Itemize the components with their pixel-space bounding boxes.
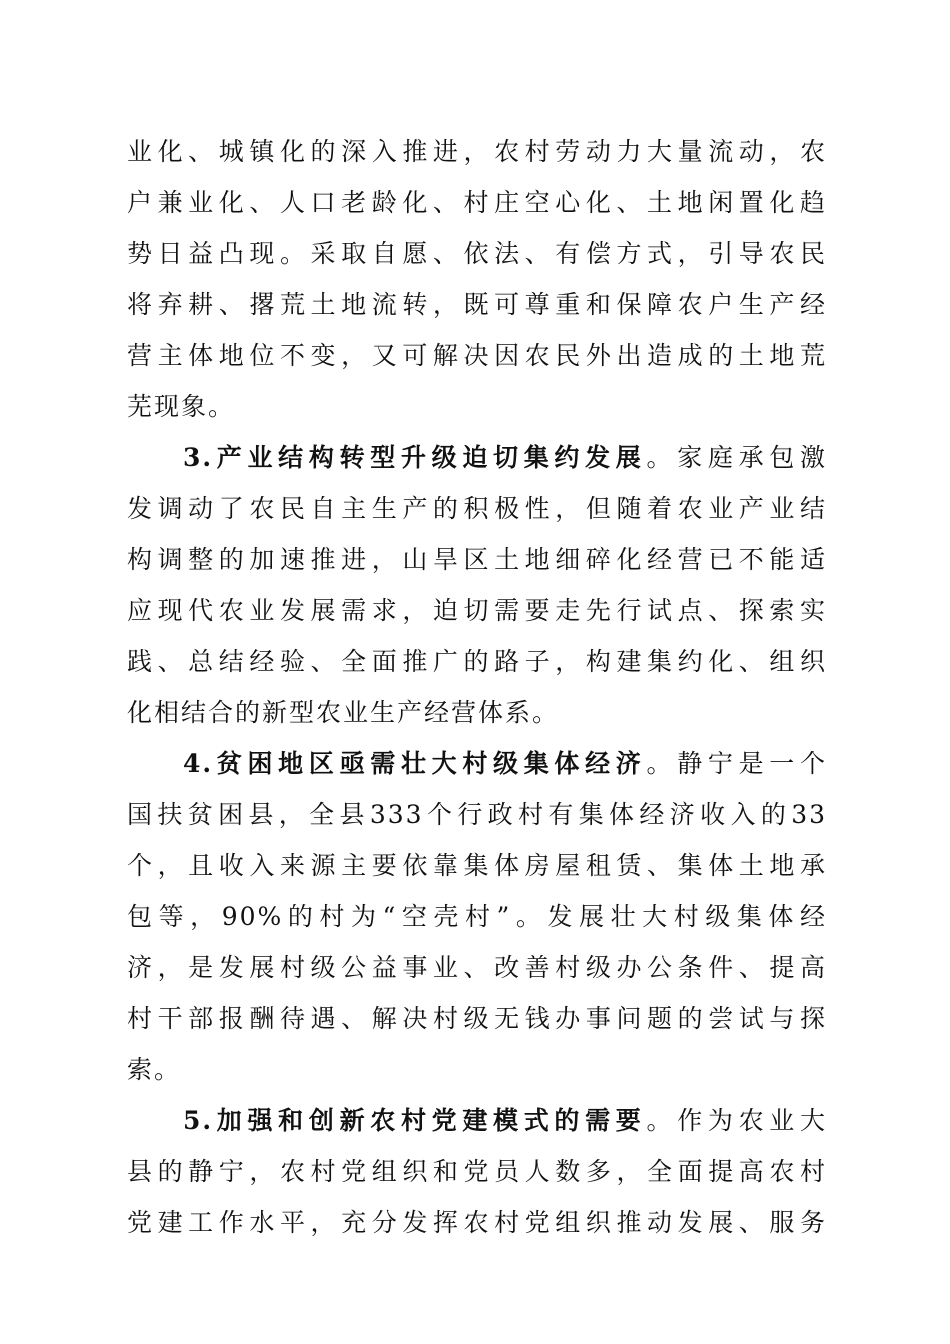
text-line: 国扶贫困县，全县333个行政村有集体经济收入的33	[127, 800, 827, 829]
text-line: 将弃耕、撂荒土地流转，既可尊重和保障农户生产经	[127, 290, 827, 319]
text-line: 索。	[127, 1055, 182, 1084]
section-heading-5: 5.加强和创新农村党建模式的需要	[183, 1106, 647, 1135]
text-line: 构调整的加速推进，山旱区土地细碎化经营已不能适	[127, 545, 827, 574]
paragraph-first-line	[127, 432, 827, 483]
paragraph-5	[127, 1095, 827, 1248]
text-line: 包等，90%的村为“空壳村”。发展壮大村级集体经	[127, 902, 827, 931]
text-line: 势日益凸现。采取自愿、依法、有偿方式，引导农民	[127, 239, 827, 268]
text-line: 营主体地位不变，又可解决因农民外出造成的土地荒	[127, 341, 827, 370]
text-line: 个，且收入来源主要依靠集体房屋租赁、集体土地承	[127, 851, 827, 880]
paragraph-lead: 。静宁是一个	[646, 749, 827, 778]
paragraph-3	[127, 432, 827, 738]
text-line: 业化、城镇化的深入推进，农村劳动力大量流动，农	[127, 137, 827, 166]
paragraph-lead: 。家庭承包激	[646, 443, 827, 472]
section-heading-4: 4.贫困地区亟需壮大村级集体经济	[183, 749, 647, 778]
section-heading-3: 3.产业结构转型升级迫切集约发展	[183, 443, 647, 472]
paragraph-first-line	[127, 1095, 827, 1146]
text-line: 村干部报酬待遇、解决村级无钱办事问题的尝试与探	[127, 1004, 827, 1033]
text-line: 县的静宁，农村党组织和党员人数多，全面提高农村	[127, 1157, 827, 1186]
text-line: 践、总结经验、全面推广的路子，构建集约化、组织	[127, 647, 827, 676]
paragraph-4	[127, 738, 827, 1095]
text-line: 应现代农业发展需求，迫切需要走先行试点、探索实	[127, 596, 827, 625]
text-line: 芜现象。	[127, 392, 236, 421]
paragraph-first-line	[127, 738, 827, 789]
text-line: 户兼业化、人口老龄化、村庄空心化、土地闲置化趋	[127, 188, 827, 217]
text-line: 党建工作水平，充分发挥农村党组织推动发展、服务	[127, 1208, 827, 1237]
paragraph-continuation	[127, 126, 827, 432]
text-line: 济，是发展村级公益事业、改善村级办公条件、提高	[127, 953, 827, 982]
text-line: 化相结合的新型农业生产经营体系。	[127, 698, 560, 727]
paragraph-lead: 。作为农业大	[646, 1106, 827, 1135]
document-body	[127, 126, 827, 1248]
text-line: 发调动了农民自主生产的积极性，但随着农业产业结	[127, 494, 827, 523]
